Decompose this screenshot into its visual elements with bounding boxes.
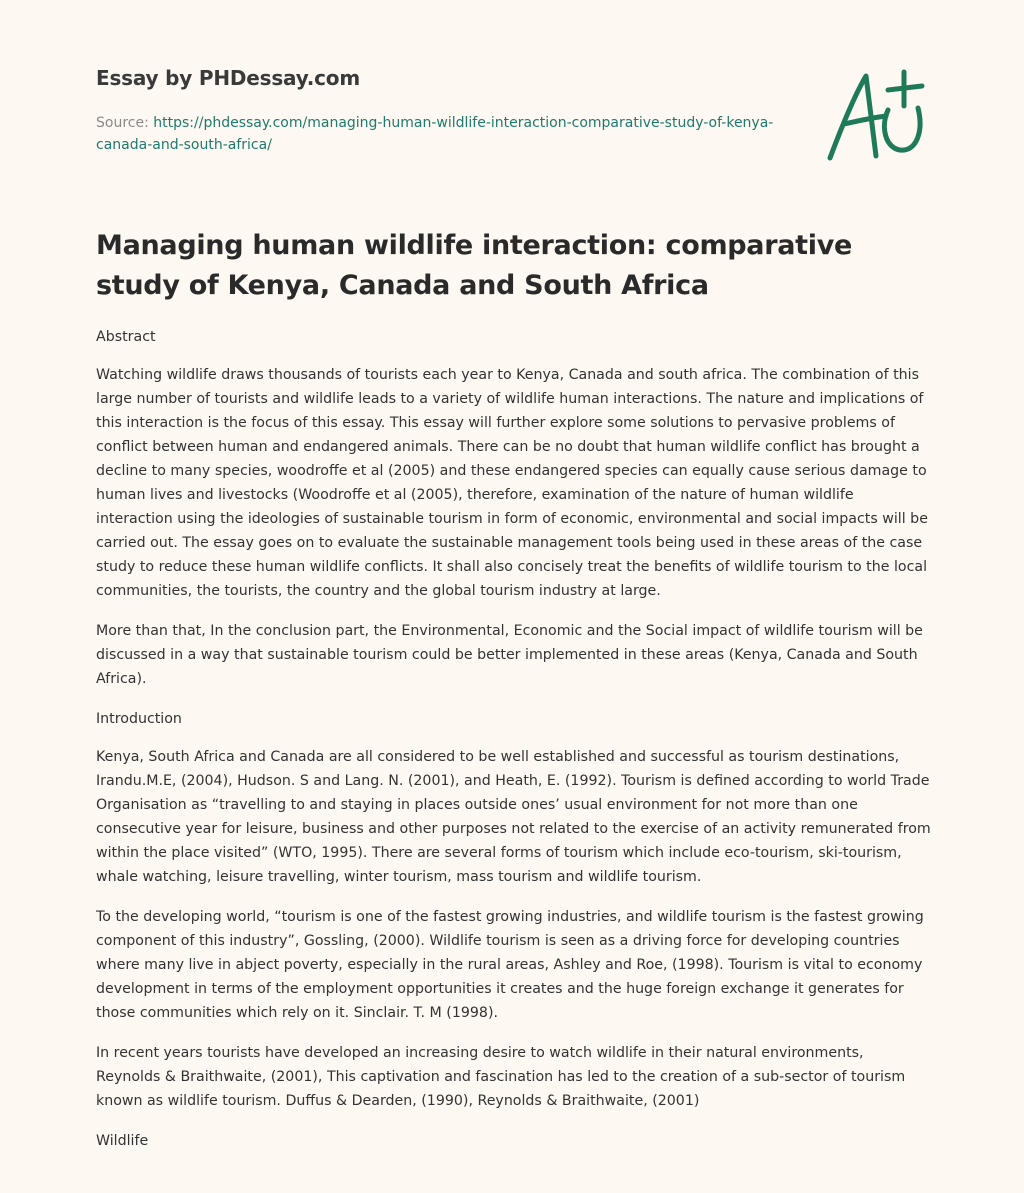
essay-title: Managing human wildlife interaction: comparative study of Kenya, Canada and South Africa [96,230,853,301]
introduction-paragraph-2: To the developing world, “tourism is one of the fastest growing industries, and wildlife tourism is the fastest growing component of this industry”, Gossling, (2000). Wildlife tourism is seen as a driving force for developing countries where many live in abject poverty, especially in the rural areas, Ashley and Roe, (1998). Tourism is vital to economy development in terms of the employment opportunities it creates and the huge foreign exchange it generates for those communities which rely on it. Sinclair. T. M (1998). [96,909,924,1021]
wildlife-heading: Wildlife [96,1133,149,1149]
source-line [96,112,786,156]
site-brand: Essay by PHDessay.com [96,66,360,90]
abstract-heading: Abstract [96,329,156,345]
introduction-paragraph-3: In recent years tourists have developed an increasing desire to watch wildlife in their natural environments, Reynolds & Braithwaite, (2001), This captivation and fascination has led to the creation of a sub-sector of tourism known as wildlife tourism. Duffus & Dearden, (1990), Reynolds & Braithwaite, (2001) [96,1045,906,1109]
source-label: Source: [96,115,154,131]
source-link[interactable]: https://phdessay.com/managing-human-wildlife-interaction-comparative-study-of-kenya-canada-and-south-africa/ [96,115,774,153]
essay-body [96,325,932,1167]
a-plus-grade-icon [818,66,930,166]
abstract-paragraph-2: More than that, In the conclusion part, the Environmental, Economic and the Social impact of wildlife tourism will be discussed in a way that sustainable tourism could be better implemented in these areas (Kenya, Canada and South Africa). [96,623,923,687]
abstract-paragraph-1: Watching wildlife draws thousands of tourists each year to Kenya, Canada and south africa. The combination of this large number of tourists and wildlife leads to a variety of wildlife human interactions. The nature and implications of this interaction is the focus of this essay. This essay will further explore some solutions to pervasive problems of conflict between human and endangered animals. There can be no doubt that human wildlife conflict has brought a decline to many species, woodroffe et al (2005) and these endangered species can equally cause serious damage to human lives and livestocks (Woodroffe et al (2005), therefore, examination of the nature of human wildlife interaction using the ideologies of sustainable tourism in form of economic, environmental and social impacts will be carried out. The essay goes on to evaluate the sustainable management tools being used in these areas of the case study to reduce these human wildlife conflicts. It shall also concisely treat the benefits of wildlife tourism to the local communities, the tourists, the country and the global tourism industry at large. [96,367,928,599]
introduction-paragraph-1: Kenya, South Africa and Canada are all considered to be well established and successful as tourism destinations, Irandu.M.E, (2004), Hudson. S and Lang. N. (2001), and Heath, E. (1992). Tourism is defined according to world Trade Organisation as “travelling to and staying in places outside ones’ usual environment for not more than one consecutive year for leisure, business and other purposes not related to the exercise of an activity remunerated from within the place visited” (WTO, 1995). There are several forms of tourism which include eco-tourism, ski-tourism, whale watching, leisure travelling, winter tourism, mass tourism and wildlife tourism. [96,749,931,885]
introduction-heading: Introduction [96,711,182,727]
